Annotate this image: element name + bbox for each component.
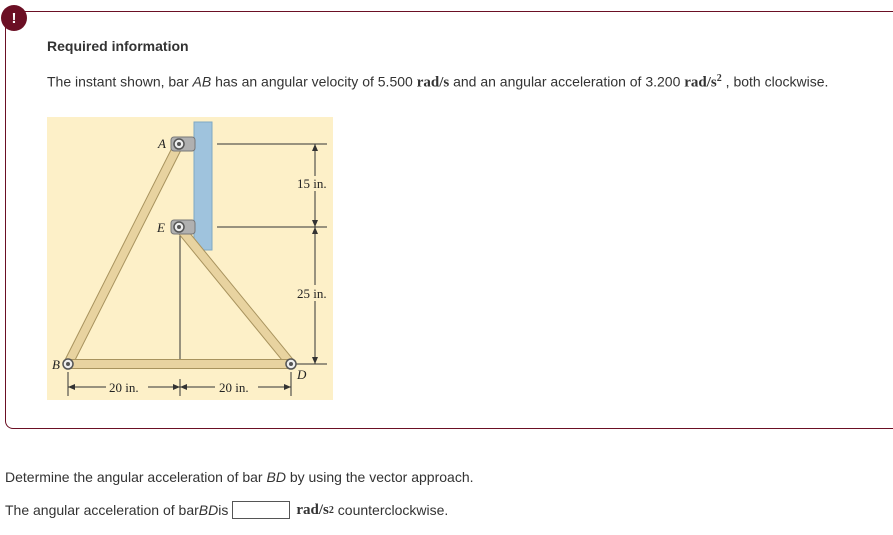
statement-text-4: , both clockwise.	[721, 73, 829, 90]
info-title: Required information	[47, 38, 189, 54]
answer-suffix: counterclockwise.	[333, 502, 449, 518]
wall	[194, 122, 212, 250]
label-d: D	[297, 367, 307, 382]
label-b: B	[52, 357, 60, 372]
alert-icon: !	[1, 5, 27, 31]
answer-prefix: The angular acceleration of bar	[5, 502, 199, 518]
problem-statement	[47, 70, 877, 92]
arrow-head	[312, 227, 318, 234]
answer-unit-exponent: 2	[328, 504, 334, 516]
answer-unit: rad/s	[296, 501, 329, 518]
arrow-head	[312, 357, 318, 364]
angular-acceleration-input[interactable]	[232, 501, 290, 519]
pin-e-center	[177, 225, 181, 229]
arrow-head	[312, 144, 318, 151]
label-a: A	[158, 136, 166, 151]
acceleration-exponent: 2	[716, 73, 722, 84]
pin-d-center	[289, 362, 293, 366]
arrow-head	[180, 384, 187, 390]
statement-text-1: The instant shown, bar	[47, 73, 193, 90]
arrow-head	[284, 384, 291, 390]
dim-20-right-label: 20 in.	[219, 380, 249, 395]
bar-bd-label: BD	[266, 469, 286, 485]
answer-line	[5, 501, 448, 519]
arrow-head	[68, 384, 75, 390]
answer-bar-bd-label: BD	[198, 502, 219, 518]
statement-text-3: and an angular acceleration of 3.200	[449, 73, 685, 90]
pin-b-center	[66, 362, 70, 366]
answer-is-word: is	[218, 502, 229, 518]
pin-a-center	[177, 142, 181, 146]
mechanism-figure	[47, 117, 333, 400]
dim-15-label: 15 in.	[297, 176, 327, 191]
arrow-head	[173, 384, 180, 390]
statement-text-2: has an angular velocity of 5.500	[211, 73, 417, 90]
velocity-unit: rad/s	[416, 74, 450, 91]
bar-ab	[68, 144, 179, 364]
mechanism-diagram	[47, 117, 333, 400]
question-part-1: Determine the angular acceleration of bar	[5, 469, 267, 485]
dim-20-left-label: 20 in.	[109, 380, 139, 395]
dim-25-label: 25 in.	[297, 286, 327, 301]
bar-ed	[179, 227, 291, 364]
question-text	[5, 469, 474, 485]
acceleration-unit: rad/s	[684, 74, 717, 91]
question-part-2: by using the vector approach.	[285, 469, 474, 485]
arrow-head	[312, 220, 318, 227]
bar-ab-label: AB	[192, 73, 212, 90]
label-e: E	[157, 220, 165, 235]
